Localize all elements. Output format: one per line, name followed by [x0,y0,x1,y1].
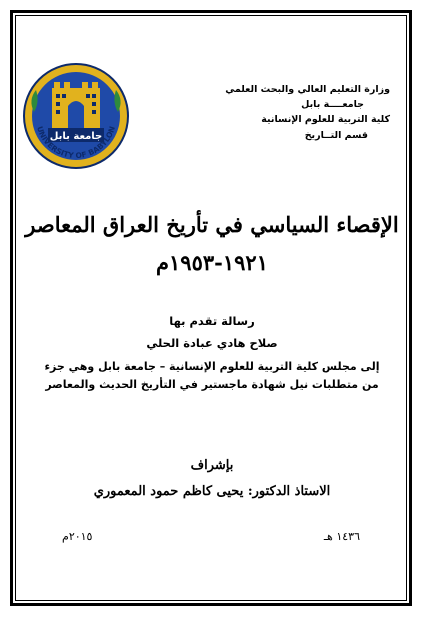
date-hijri: ١٤٣٦ هـ [323,530,360,543]
submission-intro: رسالة تقدم بها [169,314,255,328]
supervision-label: بإشراف [190,458,234,473]
thesis-period: ١٩٢١-١٩٥٣م [156,250,268,275]
logo-english-text: UNIVERSITY OF BABYLON [35,125,117,161]
date-gregorian: ٢٠١٥م [62,530,93,543]
thesis-title: الإقصاء السياسي في تأريخ العراق المعاصر [25,212,399,237]
college-name: كلية التربية للعلوم الإنسانية [261,114,390,125]
university-logo [22,62,130,170]
department-name: قسم التــاريخ [304,130,368,141]
ministry-name: وزارة التعليم العالي والبحث العلمي [225,84,390,95]
author-name: صلاح هادي عبادة الحلي [146,336,278,350]
logo-arabic-text: جامعة بابل [49,131,103,142]
submission-line-1: إلى مجلس كلية التربية للعلوم الإنسانية – جامعة بابل وهي جزء [44,360,380,373]
university-name: جامعــــة بابل [301,99,364,110]
supervisor-name: الاستاذ الدكتور: يحيى كاظم حمود المعموري [93,484,331,499]
submission-line-2: من متطلبات نيل شهادة ماجستير في التأريخ الحديث والمعاصر [45,378,379,391]
